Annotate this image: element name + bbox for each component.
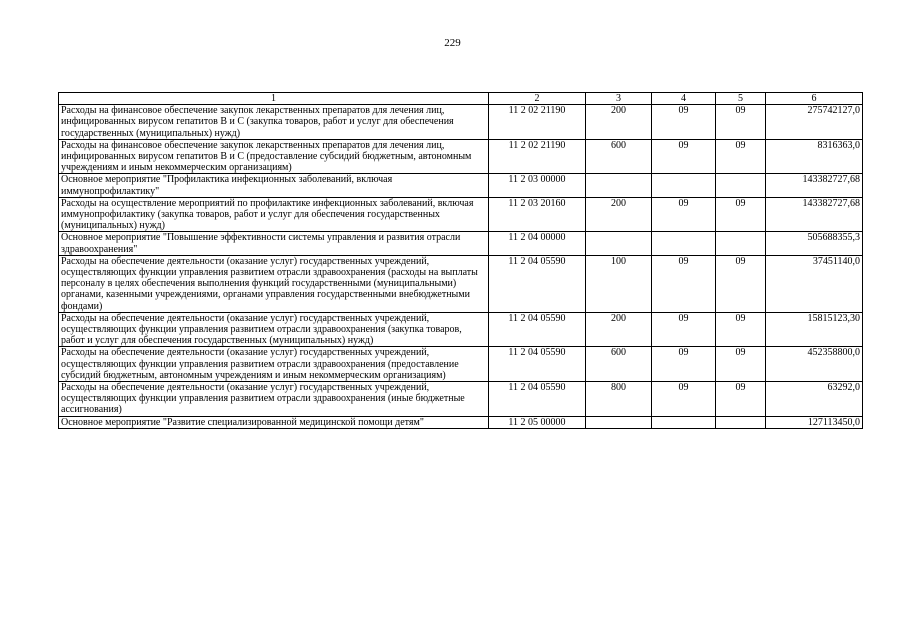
row-rz: 09	[652, 347, 716, 382]
row-pr: 09	[716, 105, 766, 140]
row-vr: 200	[586, 312, 652, 347]
row-name: Расходы на осуществление мероприятий по профилактике инфекционных заболеваний, включая иммунопрофилактику (закупка товаров, работ и услуг для обеспечения государственных (муниципальных) нужд)	[59, 197, 489, 232]
row-amount: 275742127,0	[766, 105, 863, 140]
row-rz: 09	[652, 312, 716, 347]
row-amount: 15815123,30	[766, 312, 863, 347]
row-code: 11 2 04 05590	[489, 382, 586, 417]
row-amount: 143382727,68	[766, 197, 863, 232]
table-row	[59, 347, 863, 382]
table-row	[59, 174, 863, 197]
row-vr: 600	[586, 347, 652, 382]
row-pr: 09	[716, 312, 766, 347]
table-row	[59, 416, 863, 428]
header-col-2: 2	[489, 93, 586, 105]
header-col-3: 3	[586, 93, 652, 105]
page-number: 229	[444, 37, 461, 49]
row-name: Расходы на обеспечение деятельности (оказание услуг) государственных учреждений, осуществляющих функции управления развитием отрасли здравоохранения (закупка товаров, работ и услуг для обеспечения государственных (муниципальных) нужд)	[59, 312, 489, 347]
row-vr	[586, 416, 652, 428]
row-code: 11 2 03 20160	[489, 197, 586, 232]
row-name: Основное мероприятие "Профилактика инфекционных заболеваний, включая иммунопрофилактику"	[59, 174, 489, 197]
table-row	[59, 197, 863, 232]
row-amount: 127113450,0	[766, 416, 863, 428]
header-col-6: 6	[766, 93, 863, 105]
row-amount: 143382727,68	[766, 174, 863, 197]
row-pr: 09	[716, 255, 766, 312]
row-code: 11 2 04 05590	[489, 255, 586, 312]
row-pr: 09	[716, 139, 766, 174]
budget-table	[58, 92, 863, 429]
row-code: 11 2 02 21190	[489, 139, 586, 174]
row-rz: 09	[652, 105, 716, 140]
row-name: Расходы на обеспечение деятельности (оказание услуг) государственных учреждений, осуществляющих функции управления развитием отрасли здравоохранения (расходы на выплаты персоналу в целях обеспечения выполнения функций государственными (муниципальными) органами, казенными учреждениями, органами управления государственными внебюджетными фондами)	[59, 255, 489, 312]
row-amount: 37451140,0	[766, 255, 863, 312]
row-rz: 09	[652, 197, 716, 232]
row-pr: 09	[716, 197, 766, 232]
row-code: 11 2 03 00000	[489, 174, 586, 197]
row-rz: 09	[652, 255, 716, 312]
row-amount: 63292,0	[766, 382, 863, 417]
row-name: Расходы на финансовое обеспечение закупок лекарственных препаратов для лечения лиц, инфицированных вирусом гепатитов В и С (предоставление субсидий бюджетным, автономным учреждениям и иным некоммерческим организациям)	[59, 139, 489, 174]
row-pr: 09	[716, 382, 766, 417]
row-rz	[652, 232, 716, 255]
table-row	[59, 382, 863, 417]
table-row	[59, 312, 863, 347]
header-col-1: 1	[59, 93, 489, 105]
row-vr	[586, 174, 652, 197]
row-rz	[652, 174, 716, 197]
row-vr: 200	[586, 197, 652, 232]
table-row	[59, 139, 863, 174]
table-row	[59, 255, 863, 312]
row-amount: 505688355,3	[766, 232, 863, 255]
row-name: Расходы на финансовое обеспечение закупок лекарственных препаратов для лечения лиц, инфицированных вирусом гепатитов В и С (закупка товаров, работ и услуг для обеспечения государственных (муниципальных) нужд)	[59, 105, 489, 140]
row-amount: 8316363,0	[766, 139, 863, 174]
row-name: Основное мероприятие "Повышение эффективности системы управления и развития отрасли здравоохранения"	[59, 232, 489, 255]
row-pr	[716, 232, 766, 255]
row-code: 11 2 02 21190	[489, 105, 586, 140]
row-rz: 09	[652, 139, 716, 174]
row-vr	[586, 232, 652, 255]
row-rz: 09	[652, 382, 716, 417]
row-name: Расходы на обеспечение деятельности (оказание услуг) государственных учреждений, осуществляющих функции управления развитием отрасли здравоохранения (иные бюджетные ассигнования)	[59, 382, 489, 417]
row-vr: 800	[586, 382, 652, 417]
row-pr	[716, 174, 766, 197]
row-name: Основное мероприятие "Развитие специализированной медицинской помощи детям"	[59, 416, 489, 428]
row-code: 11 2 04 00000	[489, 232, 586, 255]
row-amount: 452358800,0	[766, 347, 863, 382]
row-pr	[716, 416, 766, 428]
header-col-5: 5	[716, 93, 766, 105]
header-col-4: 4	[652, 93, 716, 105]
row-code: 11 2 05 00000	[489, 416, 586, 428]
table-row	[59, 232, 863, 255]
row-code: 11 2 04 05590	[489, 347, 586, 382]
header-row	[59, 93, 863, 105]
table-row	[59, 105, 863, 140]
row-pr: 09	[716, 347, 766, 382]
row-vr: 600	[586, 139, 652, 174]
row-rz	[652, 416, 716, 428]
row-code: 11 2 04 05590	[489, 312, 586, 347]
row-vr: 100	[586, 255, 652, 312]
row-vr: 200	[586, 105, 652, 140]
row-name: Расходы на обеспечение деятельности (оказание услуг) государственных учреждений, осуществляющих функции управления развитием отрасли здравоохранения (предоставление субсидий бюджетным, автономным учреждениям и иным некоммерческим организациям)	[59, 347, 489, 382]
